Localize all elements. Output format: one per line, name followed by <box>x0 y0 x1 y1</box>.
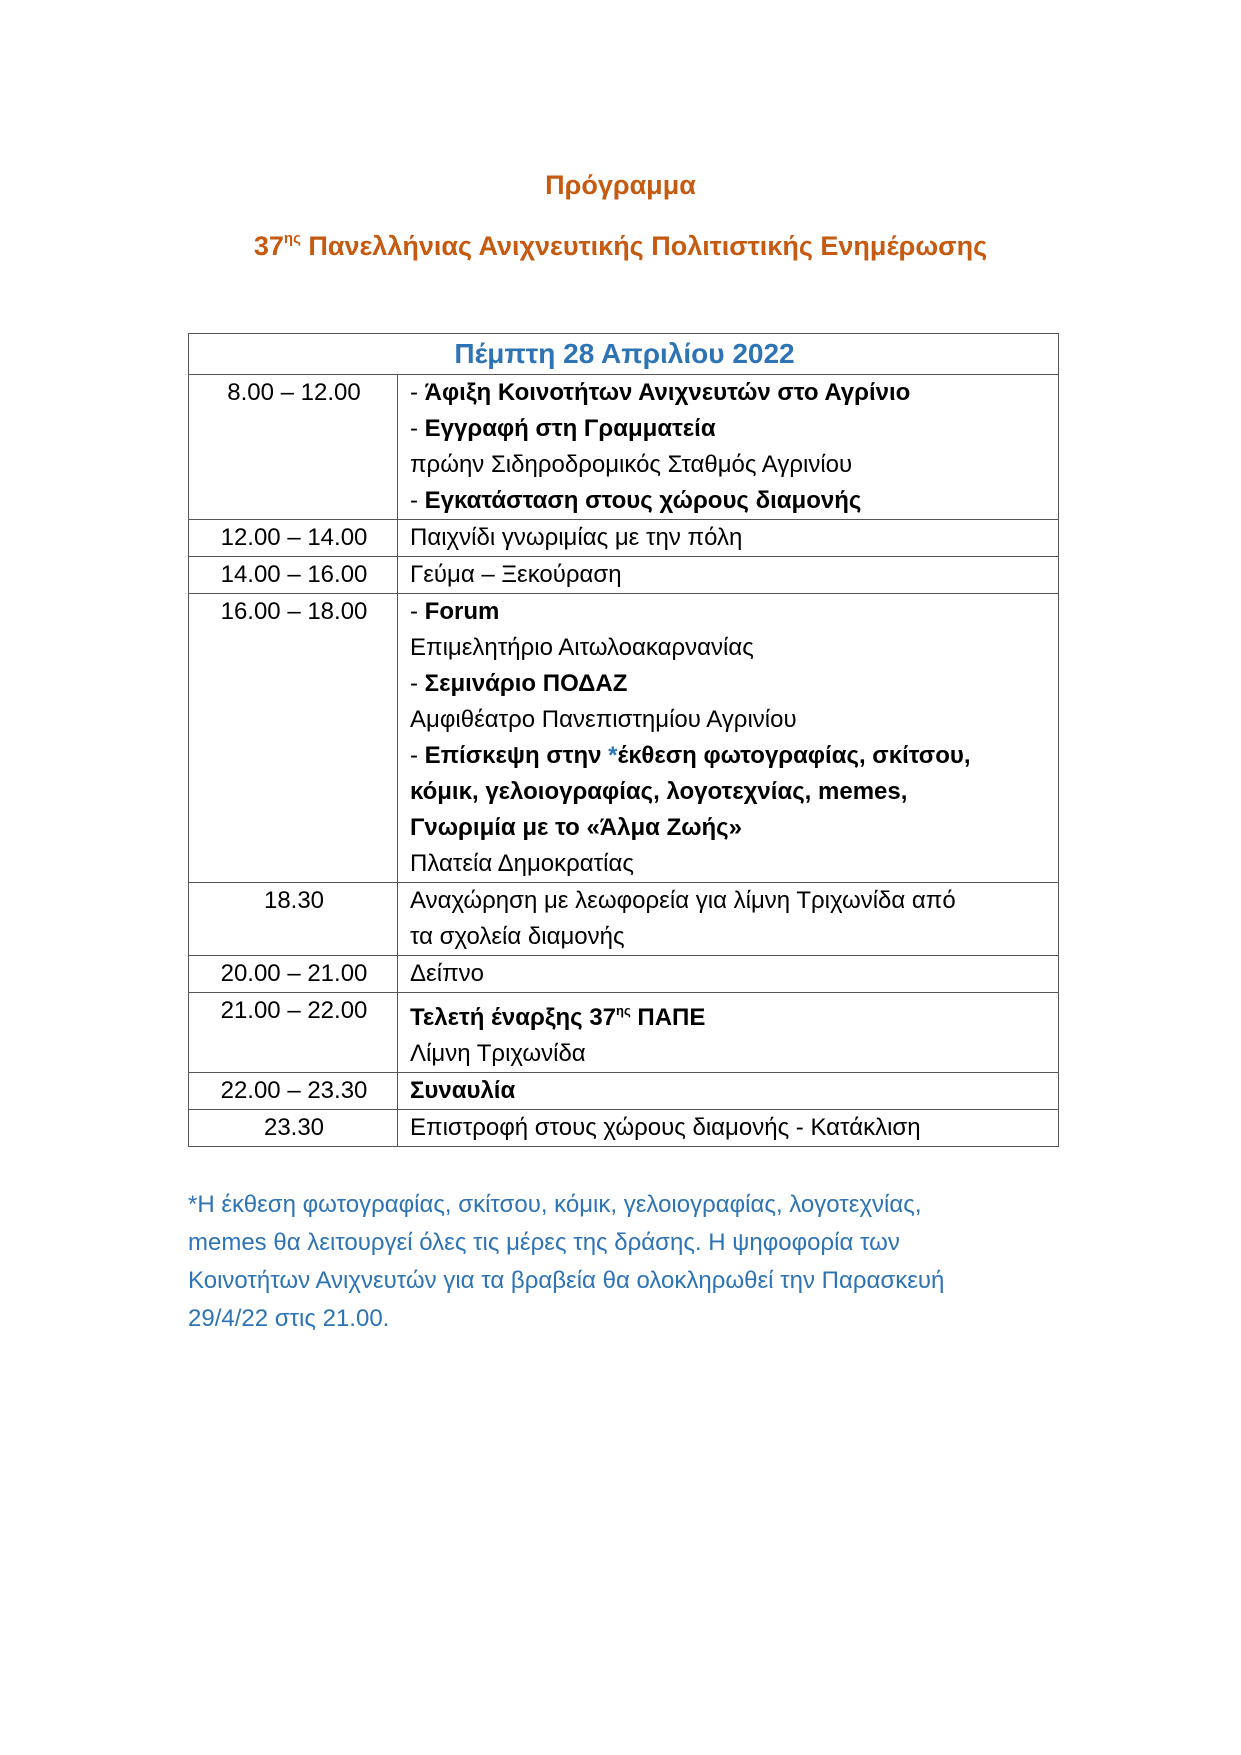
activity-cell <box>398 1073 1059 1110</box>
activity-text: Γεύμα – Ξεκούραση <box>410 561 622 588</box>
activity-title: κόμικ, γελοιογραφίας, λογοτεχνίας, memes, <box>410 778 908 805</box>
table-row <box>189 375 1059 520</box>
activity-title: Επίσκεψη στην <box>424 742 609 769</box>
table-row <box>189 520 1059 557</box>
activity-line <box>410 483 1048 519</box>
activity-title: Εγκατάσταση στους χώρους διαμονής <box>424 487 862 514</box>
activity-cell <box>398 557 1059 594</box>
activity-text: Παιχνίδι γνωριμίας με την πόλη <box>410 524 743 551</box>
activity-text: Αναχώρηση με λεωφορεία για λίμνη Τριχωνίδα από <box>410 887 956 914</box>
time-cell: 8.00 – 12.00 <box>189 375 398 520</box>
activity-title: Σεμινάριο ΠΟΔΑΖ <box>424 670 628 697</box>
time-cell: 20.00 – 21.00 <box>189 956 398 993</box>
activity-title: Forum <box>424 598 500 625</box>
bullet-dash: - <box>410 415 425 442</box>
activity-title: Άφιξη Κοινοτήτων Ανιχνευτών στο Αγρίνιο <box>424 379 911 406</box>
table-row <box>189 993 1059 1073</box>
activity-text: Επιστροφή στους χώρους διαμονής - Κατάκλιση <box>410 1114 921 1141</box>
time-cell: 21.00 – 22.00 <box>189 993 398 1073</box>
activity-title: Συναυλία <box>410 1077 516 1104</box>
activity-location: Πλατεία Δημοκρατίας <box>410 850 634 877</box>
table-row <box>189 956 1059 993</box>
time-cell: 14.00 – 16.00 <box>189 557 398 594</box>
activity-title: Εγγραφή στη Γραμματεία <box>424 415 716 442</box>
activity-line <box>410 411 1048 447</box>
time-cell: 22.00 – 23.30 <box>189 1073 398 1110</box>
activity-title: Γνωριμία με το «Άλμα Ζωής» <box>410 814 743 841</box>
table-row <box>189 557 1059 594</box>
activity-location: Επιμελητήριο Αιτωλοακαρνανίας <box>410 634 754 661</box>
time-cell: 23.30 <box>189 1110 398 1147</box>
activity-location: πρώην Σιδηροδρομικός Σταθμός Αγρινίου <box>410 451 853 478</box>
time-cell: 12.00 – 14.00 <box>189 520 398 557</box>
bullet-dash: - <box>410 379 425 406</box>
footnote-asterisk: * <box>608 742 618 769</box>
footnote-line: 29/4/22 στις 21.00. <box>188 1305 390 1332</box>
activity-cell <box>398 883 1059 956</box>
activity-line <box>410 375 1048 411</box>
activity-line <box>410 666 1048 702</box>
time-cell: 16.00 – 18.00 <box>189 594 398 883</box>
ordinal-suffix: ης <box>616 1003 631 1018</box>
activity-title-tail: ΠΑΠΕ <box>630 1004 706 1031</box>
activity-line <box>410 594 1048 630</box>
activity-line <box>410 738 1048 774</box>
activity-title-text: Τελετή έναρξης 37 <box>410 1004 617 1031</box>
table-row <box>189 1110 1059 1147</box>
table-row <box>189 594 1059 883</box>
table-row <box>189 1073 1059 1110</box>
page-title: Πρόγραμμα <box>545 170 696 200</box>
bullet-dash: - <box>410 670 425 697</box>
activity-cell <box>398 956 1059 993</box>
subtitle-ordinal: ης <box>283 230 301 247</box>
schedule-table <box>188 333 1059 1147</box>
activity-location: Λίμνη Τριχωνίδα <box>410 1040 586 1067</box>
activity-cell <box>398 520 1059 557</box>
table-row <box>189 883 1059 956</box>
activity-location: Αμφιθέατρο Πανεπιστημίου Αγρινίου <box>410 706 797 733</box>
subtitle-number: 37 <box>253 231 284 261</box>
activity-text: τα σχολεία διαμονής <box>410 923 625 950</box>
time-cell: 18.30 <box>189 883 398 956</box>
activity-cell <box>398 1110 1059 1147</box>
date-header-row <box>189 334 1059 375</box>
footnote <box>188 1186 1068 1338</box>
bullet-dash: - <box>410 742 425 769</box>
footnote-line: *Η έκθεση φωτογραφίας, σκίτσου, κόμικ, γελοιογραφίας, λογοτεχνίας, <box>188 1191 922 1218</box>
activity-title <box>410 993 1048 1036</box>
bullet-dash: - <box>410 487 425 514</box>
activity-cell <box>398 375 1059 520</box>
footnote-line: Κοινοτήτων Ανιχνευτών για τα βραβεία θα ολοκληρωθεί την Παρασκευή <box>188 1267 945 1294</box>
activity-title: έκθεση φωτογραφίας, σκίτσου, <box>617 742 971 769</box>
activity-text: Δείπνο <box>410 960 484 987</box>
activity-cell <box>398 594 1059 883</box>
page-subtitle <box>0 230 1241 262</box>
date-header: Πέμπτη 28 Απριλίου 2022 <box>189 334 1059 375</box>
bullet-dash: - <box>410 598 425 625</box>
subtitle-text: Πανελλήνιας Ανιχνευτικής Πολιτιστικής Ενημέρωσης <box>300 231 988 261</box>
footnote-line: memes θα λειτουργεί όλες τις μέρες της δράσης. Η ψηφοφορία των <box>188 1229 900 1256</box>
activity-cell <box>398 993 1059 1073</box>
